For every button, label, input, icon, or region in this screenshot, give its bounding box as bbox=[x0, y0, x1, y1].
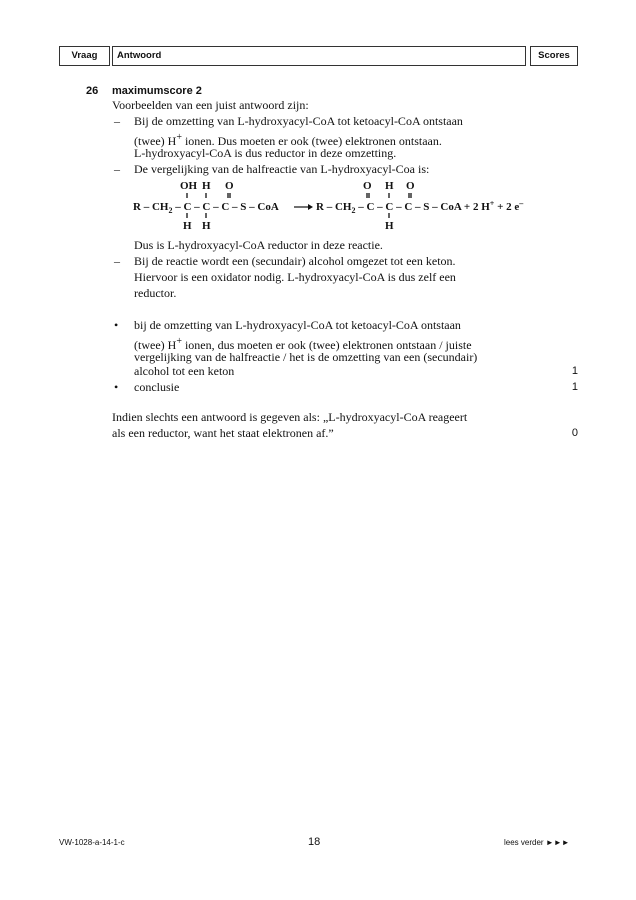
point-2-line-1: De vergelijking van de halfreactie van L-hydroxyacyl-Coa is: bbox=[134, 162, 430, 176]
criterion-1-line-1: bij de omzetting van L-hydroxyacyl-CoA tot ketoacyl-CoA ontstaan bbox=[134, 318, 461, 332]
point-3-line-1: Dus is L-hydroxyacyl-CoA reductor in deze reactie. bbox=[134, 238, 383, 252]
note-line-1: Indien slechts een antwoord is gegeven als: „L-hydroxyacyl-CoA reageert bbox=[112, 410, 468, 424]
question-number: 26 bbox=[86, 85, 99, 97]
left-h-label: H bbox=[202, 180, 211, 192]
note-score: 0 bbox=[571, 427, 578, 439]
question-title: maximumscore 2 bbox=[112, 85, 202, 97]
footer-next-link[interactable]: lees verder ►►► bbox=[504, 838, 570, 847]
reaction-arrow bbox=[308, 204, 313, 210]
point-1-line-2: (twee) H+ ionen. Dus moeten er ook (twee) elektronen ontstaan. bbox=[134, 132, 442, 148]
point-4-line-3: reductor. bbox=[134, 286, 177, 300]
footer-page-number: 18 bbox=[308, 836, 321, 848]
criterion-1-line-2: (twee) H+ ionen, dus moeten er ook (twee) elektronen ontstaan / juiste bbox=[134, 336, 472, 352]
header-scores: Scores bbox=[530, 46, 578, 66]
left-oh-label: OH bbox=[180, 180, 198, 192]
left-o-label: O bbox=[225, 180, 234, 192]
point-4-line-2: Hiervoor is een oxidator nodig. L-hydroxyacyl-CoA is dus zelf een bbox=[134, 270, 456, 284]
right-main-chain: R – $CH_2$ – C – C – C – S – CoA + 2 H+ + 2 e– bbox=[316, 199, 524, 215]
header-antwoord: Antwoord bbox=[112, 46, 526, 66]
point-2-marker: – bbox=[114, 162, 120, 176]
right-o-label-2: O bbox=[406, 180, 415, 192]
criterion-2-score: 1 bbox=[571, 381, 578, 393]
header-vraag: Vraag bbox=[59, 46, 110, 66]
point-4-line-1: Bij de reactie wordt een (secundair) alcohol omgezet tot een keton. bbox=[134, 254, 456, 268]
footer-code: VW-1028-a-14-1-c bbox=[59, 838, 125, 847]
criterion-2-line-1: conclusie bbox=[134, 380, 180, 394]
criterion-1-marker: • bbox=[114, 318, 119, 332]
point-1-marker: – bbox=[114, 114, 120, 128]
point-1-line-1: Bij de omzetting van L-hydroxyacyl-CoA tot ketoacyl-CoA ontstaan bbox=[134, 114, 463, 128]
criterion-1-line-4: alcohol tot een keton bbox=[134, 364, 235, 378]
right-h-label: H bbox=[385, 180, 394, 192]
left-h-bottom-1: H bbox=[183, 220, 192, 232]
criterion-1-line-3: vergelijking van de halfreactie / het is de omzetting van een (secundair) bbox=[134, 350, 478, 364]
left-main-chain: R – $CH_2$ – C – C – C – S – CoA bbox=[133, 201, 279, 215]
point-1-line-3: L-hydroxyacyl-CoA is dus reductor in deze omzetting. bbox=[134, 146, 397, 160]
left-h-bottom-2: H bbox=[202, 220, 211, 232]
note-line-2: als een reductor, want het staat elektronen af.” bbox=[112, 426, 334, 440]
right-o-label-1: O bbox=[363, 180, 372, 192]
right-h-bottom: H bbox=[385, 220, 394, 232]
point-4-marker: – bbox=[114, 254, 120, 268]
criterion-1-score: 1 bbox=[571, 365, 578, 377]
criterion-2-marker: • bbox=[114, 380, 119, 394]
intro-line: Voorbeelden van een juist antwoord zijn: bbox=[112, 98, 309, 112]
